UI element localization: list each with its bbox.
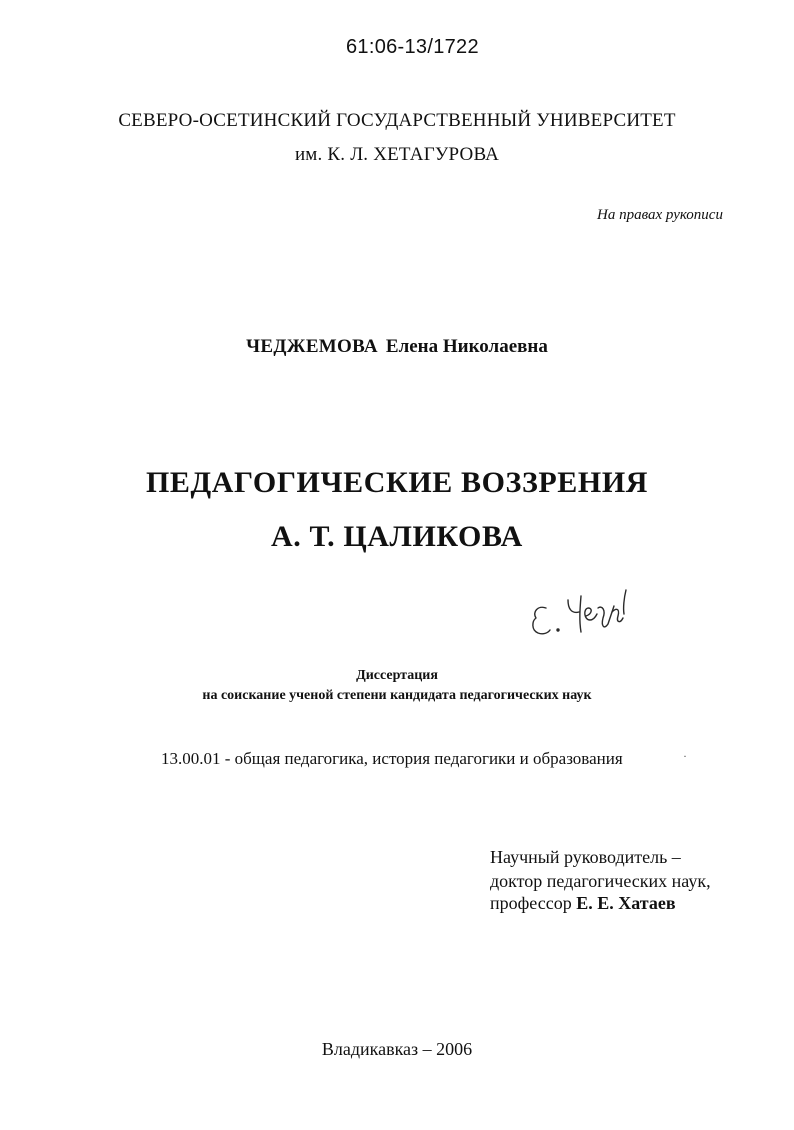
supervisor-name: Е. Е. Хатаев: [576, 893, 676, 913]
author-name: [0, 336, 794, 358]
dissertation-label: Диссертация: [356, 668, 438, 683]
dissertation-title-line-2: А. Т. ЦАЛИКОВА: [271, 520, 523, 553]
university-dedication: им. К. Л. ХЕТАГУРОВА: [294, 144, 500, 165]
author-surname: ЧЕДЖЕМОВА: [246, 336, 378, 357]
supervisor-degree: доктор педагогических наук,: [490, 871, 711, 891]
place-and-year: Владикавказ – 2006: [321, 1039, 473, 1059]
specialty-mark: ·: [683, 749, 687, 763]
handwritten-signature: [524, 578, 644, 645]
specialty-code: 13.00.01 - общая педагогика, история педагогики и образования: [161, 749, 623, 768]
signature-scribble: [524, 578, 644, 640]
author-given-names: Елена Николаевна: [385, 336, 548, 357]
supervisor-name-line: [490, 893, 676, 914]
supervisor-role: Научный руководитель –: [490, 847, 681, 867]
document-code: 61:06-13/1722: [346, 36, 479, 58]
dissertation-title-line-1: ПЕДАГОГИЧЕСКИЕ ВОЗЗРЕНИЯ: [145, 466, 649, 499]
rights-note: На правах рукописи: [597, 207, 723, 223]
university-name: СЕВЕРО-ОСЕТИНСКИЙ ГОСУДАРСТВЕННЫЙ УНИВЕРСИТЕТ: [118, 110, 676, 131]
supervisor-title: профессор: [490, 893, 572, 913]
degree-description: на соискание ученой степени кандидата педагогических наук: [202, 688, 592, 703]
